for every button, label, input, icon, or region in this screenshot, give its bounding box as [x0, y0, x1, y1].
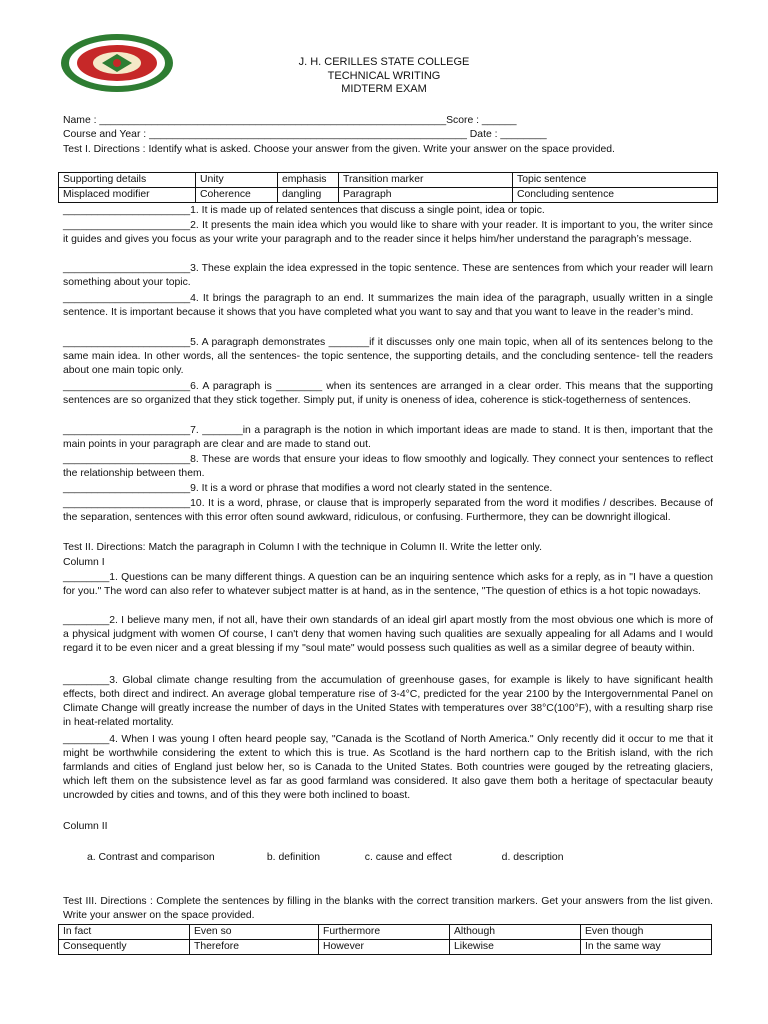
- choice-cell: Supporting details: [59, 173, 196, 188]
- choice-cell: In fact: [59, 925, 190, 940]
- choice-cell: However: [319, 940, 450, 955]
- choice-cell: Concluding sentence: [513, 188, 718, 203]
- test3-choices-table: [58, 924, 712, 955]
- course-date-line[interactable]: Course and Year : _______________________________________________________ Date : ________: [63, 129, 547, 140]
- choice-cell: Paragraph: [339, 188, 513, 203]
- column2-options: [87, 851, 563, 865]
- test1-item-6[interactable]: ______________________6. A paragraph is ________ when its sentences are arranged in a clear order. This means that the supporting sentences are so organized that they stick together. Simply put, if unity is oneness of idea, coherence is stick-togetherness of sentences.: [63, 381, 713, 407]
- test2-item-3[interactable]: ________3. Global climate change resulting from the accumulation of greenhouse gases, for example is likely to have significant health effects, both direct and indirect. An average global temperature rise of 3-4°C, predicted for the year 2100 by the Intergovernmental Panel on Climate Change will greatly increase the number of days in the United States with temperatures over 38°C(100°F), with a resulting sharp rise in heat-related mortality.: [63, 675, 713, 729]
- choice-cell: Misplaced modifier: [59, 188, 196, 203]
- choice-cell: Although: [450, 925, 581, 940]
- choice-cell: Transition marker: [339, 173, 513, 188]
- column1-label: Column I: [63, 557, 105, 568]
- name-score-line[interactable]: Name : ____________________________________________________________Score : ______: [63, 115, 517, 126]
- table-row: [59, 188, 718, 203]
- exam-title: MIDTERM EXAM: [341, 83, 427, 95]
- test1-item-4[interactable]: ______________________4. It brings the paragraph to an end. It summarizes the main idea of the paragraph, usually written in a single sentence. It is important because it shows that you have completed what you want to say and that you want to leave in the reader’s mind.: [63, 293, 713, 319]
- table-row: [59, 173, 718, 188]
- test3-directions: Test III. Directions : Complete the sentences by filling in the blanks with the correct transition markers. Get your answers from the list given. Write your answer on the space provided.: [63, 896, 713, 922]
- option-a: a. Contrast and comparison: [87, 852, 215, 863]
- test1-choices-table: [58, 172, 718, 203]
- exam-header: [0, 56, 768, 97]
- option-c: c. cause and effect: [364, 852, 452, 863]
- test1-item-7[interactable]: ______________________7. _______in a paragraph is the notion in which important ideas are made to stand. It is then, important that the main points in your paragraph are clear and are made to stand out.: [63, 425, 713, 451]
- choice-cell: Therefore: [190, 940, 319, 955]
- test2-directions: Test II. Directions: Match the paragraph in Column I with the technique in Column II. Write the letter only.: [63, 542, 542, 553]
- table-row: [59, 925, 712, 940]
- option-d: d. description: [501, 852, 564, 863]
- test1-item-1[interactable]: ______________________1. It is made up of related sentences that discuss a single point, idea or topic.: [63, 205, 545, 216]
- choice-cell: Consequently: [59, 940, 190, 955]
- choice-cell: Even so: [190, 925, 319, 940]
- test2-item-2[interactable]: ________2. I believe many men, if not all, have their own standards of an ideal girl apart mostly from the most obvious one which is more of a physical judgment with women Of course, I can't deny that women having such qualities are sexually appealing for all Adams and I would regard it to be even nicer and a great blessing if my "soul mate" would possess such qualities as well as a similar degree of beauty within.: [63, 615, 713, 655]
- choice-cell: Topic sentence: [513, 173, 718, 188]
- choice-cell: Likewise: [450, 940, 581, 955]
- test1-item-9[interactable]: ______________________9. It is a word or phrase that modifies a word not clearly stated in the sentence.: [63, 483, 553, 494]
- school-name: J. H. CERILLES STATE COLLEGE: [298, 56, 470, 68]
- option-b: b. definition: [266, 852, 321, 863]
- choice-cell: emphasis: [278, 173, 339, 188]
- test1-item-10[interactable]: ______________________10. It is a word, phrase, or clause that is improperly separated from the word it modifies / describes. Because of the separation, sentences with this error often sound awkward, ridiculous, or confusing. Furthermore, they can be downright illogical.: [63, 498, 713, 524]
- choice-cell: Furthermore: [319, 925, 450, 940]
- test2-item-4[interactable]: ________4. When I was young I often heard people say, "Canada is the Scotland of North America." Only recently did it occur to me that it might be worthwhile considering the extent to which this is true. As Scotland is the hard northern cap to the British island, with the rich farmlands and cities of England just below her, so is Canada to the United States. Both countries were gouged by the retreating glaciers, which left them on the subsistence level as far as good farmland was considered. It also gave them both a heritage of spectacular beauty uncrowded by cities and towns, and of this they were both inclined to boast.: [63, 734, 713, 802]
- choice-cell: In the same way: [581, 940, 712, 955]
- choice-cell: Coherence: [196, 188, 278, 203]
- choice-cell: Unity: [196, 173, 278, 188]
- test1-directions: Test I. Directions : Identify what is asked. Choose your answer from the given. Write your answer on the space provided.: [63, 144, 615, 155]
- test1-item-3[interactable]: ______________________3. These explain the idea expressed in the topic sentence. These are sentences from which your reader will learn something about your topic.: [63, 263, 713, 289]
- choice-cell: Even though: [581, 925, 712, 940]
- test1-item-2[interactable]: ______________________2. It presents the main idea which you would like to share with your reader. It is important to you, the writer since it guides and gives you focus as your write your paragraph and to the reader since it helps him/her understand the paragraph’s message.: [63, 220, 713, 246]
- test2-item-1[interactable]: ________1. Questions can be many different things. A question can be an inquiring sentence which asks for a reply, as in "I have a question for you." The word can also refer to whatever subject matter is at hand, as in the sentence, "The question of ethics is a hot topic nowadays.: [63, 572, 713, 598]
- choice-cell: dangling: [278, 188, 339, 203]
- table-row: [59, 940, 712, 955]
- test1-item-5[interactable]: ______________________5. A paragraph demonstrates _______if it discusses only one main topic, when all of its sentences belong to the same main idea. In other words, all the sentences- the topic sentence, the supporting details, and the concluding sentence- tell the readers about one main topic only.: [63, 337, 713, 377]
- course-title: TECHNICAL WRITING: [327, 69, 441, 82]
- column2-label: Column II: [63, 821, 108, 832]
- test1-item-8[interactable]: ______________________8. These are words that ensure your ideas to flow smoothly and logically. They connect your sentences to reflect the relationship between them.: [63, 454, 713, 480]
